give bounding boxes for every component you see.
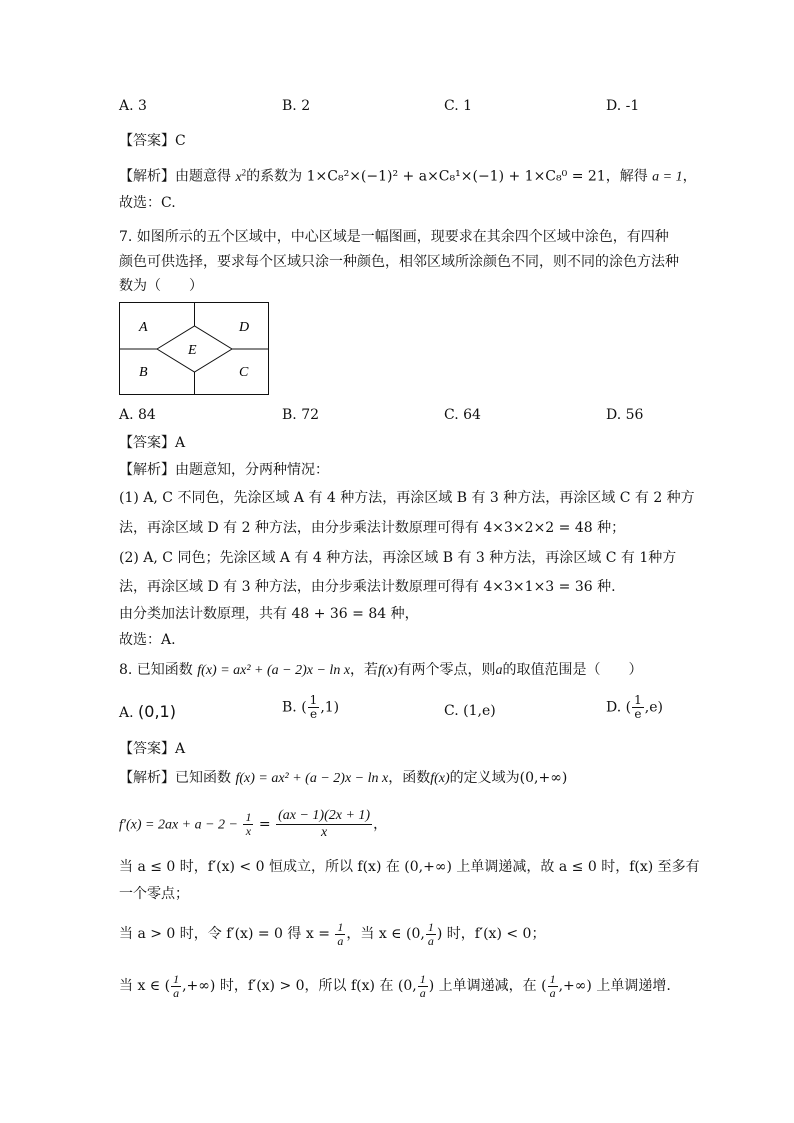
q7-region-figure	[119, 302, 271, 397]
q6-option-a: A. 3	[119, 98, 147, 114]
q8-option-c: C. (1,e)	[444, 703, 496, 719]
q8-option-b: B. ( $\frac{1}{e}$ ,1)	[282, 693, 340, 721]
region-e-label: E	[188, 343, 197, 358]
q8-case-neg-line1: 当 a ≤ 0 时，f′(x) < 0 恒成立，所以 f(x) 在 (0,+∞) 上单调递减，故 a ≤ 0 时，f(x) 至多有	[119, 859, 700, 875]
q6-option-b: B. 2	[282, 98, 311, 114]
q8-analysis-line1: 【解析】已知函数 f(x) = ax² + (a − 2)x − ln x，函数f(x)的定义域为(0,+∞)	[119, 770, 568, 786]
q7-stem-line3: 数为（ ）	[119, 278, 203, 294]
q8-case-neg-line2: 一个零点；	[119, 886, 189, 902]
q7-option-a: A. 84	[119, 407, 156, 423]
q6-result: a = 1	[652, 169, 683, 185]
q8-monotonic: 当 x ∈ ( $\frac{1}{a}$ ,+∞) 时，f′(x) > 0，所以 f(x) 在 (0, $\frac{1}{a}$ ) 上单调递减，在 ( $\frac{1}{a}$ ,+∞) 上单调递增.	[119, 971, 671, 1000]
q6-option-d: D. -1	[606, 98, 640, 114]
q7-summary: 由分类加法计数原理，共有 48 + 36 = 84 种，	[119, 606, 419, 622]
q8-option-a: A. (0,1)	[119, 702, 176, 721]
q7-stem-line1: 7. 如图所示的五个区域中，中心区域是一幅图画，现要求在其余四个区域中涂色，有四种	[119, 229, 669, 245]
region-c-label: C	[239, 365, 249, 380]
region-d-label: D	[239, 320, 250, 335]
q6-conclusion: 故选：C.	[119, 195, 176, 211]
q8-option-d: D. ( $\frac{1}{e}$ ,e)	[606, 693, 663, 721]
q7-option-c: C. 64	[444, 407, 481, 423]
x-squared: $x^2$	[235, 167, 247, 185]
region-a-label: A	[139, 320, 148, 335]
q6-formula: 1×C₈²×(−1)² + a×C₈¹×(−1) + 1×C₈⁰ = 21	[306, 168, 606, 185]
q6-answer: 【答案】C	[119, 133, 186, 149]
q7-case1-line1: (1) A, C 不同色，先涂区域 A 有 4 种方法，再涂区域 B 有 3 种方法，再涂区域 C 有 2 种方	[119, 490, 695, 506]
q6-analysis: 【解析】由题意得 $x^2$的系数为 1×C₈²×(−1)² + a×C₈¹×(−1) + 1×C₈⁰ = 21，解得 a = 1，	[119, 167, 697, 185]
q7-option-d: D. 56	[606, 407, 644, 423]
q7-conclusion: 故选：A.	[119, 632, 176, 648]
region-b-label: B	[139, 365, 148, 380]
q8-answer: 【答案】A	[119, 741, 186, 757]
q7-case2-line2: 法，再涂区域 D 有 3 种方法，由分步乘法计数原理可得有 4×3×1×3 = 36 种.	[119, 579, 616, 595]
q6-option-c: C. 1	[444, 98, 473, 114]
q7-case2-line1: (2) A, C 同色；先涂区域 A 有 4 种方法，再涂区域 B 有 3 种方法，再涂区域 C 有 1种方	[119, 550, 677, 566]
q7-option-b: B. 72	[282, 407, 320, 423]
q8-case-pos: 当 a > 0 时，令 f′(x) = 0 得 x = $\frac{1}{a}$ ，当 x ∈ (0, $\frac{1}{a}$ ) 时，f′(x) < 0；	[119, 919, 546, 948]
q8-derivative: f′(x) = 2ax + a − 2 − $\frac{1}{x}$ = $\frac{(ax - 1)(2x + 1)}{x}$ ，	[119, 808, 388, 840]
q8-stem: 8. 已知函数 f(x) = ax² + (a − 2)x − ln x，若f(x)有两个零点，则a的取值范围是（ ）	[119, 662, 643, 678]
q7-answer: 【答案】A	[119, 435, 186, 451]
q7-stem-line2: 颜色可供选择，要求每个区域只涂一种颜色，相邻区域所涂颜色不同，则不同的涂色方法种	[119, 254, 679, 270]
q7-case1-line2: 法，再涂区域 D 有 2 种方法，由分步乘法计数原理可得有 4×3×2×2 = 48 种；	[119, 520, 626, 536]
q7-analysis: 【解析】由题意知，分两种情况：	[119, 462, 329, 478]
